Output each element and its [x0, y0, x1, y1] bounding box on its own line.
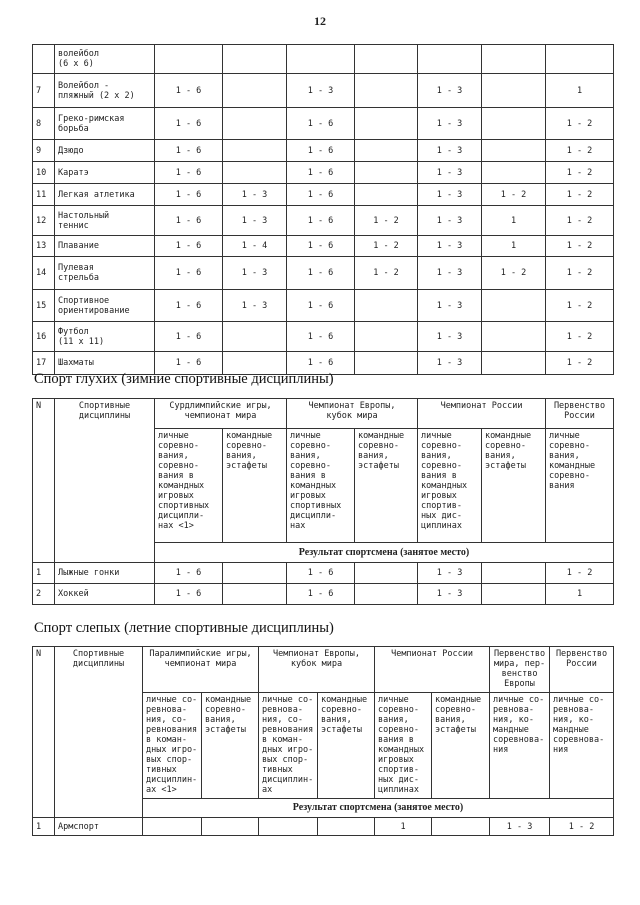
row-number: 13 [33, 236, 55, 257]
result-cell: 1 [546, 584, 614, 605]
result-cell: 1 - 6 [287, 162, 355, 184]
result-cell: 1 - 6 [287, 584, 355, 605]
discipline-name: Лыжные гонки [55, 563, 155, 584]
page-number: 12 [314, 14, 326, 28]
result-cell: 1 - 6 [155, 140, 223, 162]
section-title-blind-summer: Спорт слепых (летние спортивные дисциплины) [34, 620, 334, 636]
result-cell: 1 - 2 [546, 108, 614, 140]
result-cell: 1 - 6 [155, 352, 223, 375]
subheader-cell: личные со- ревнова- ния, ко- мандные соревнова- ния [490, 693, 550, 799]
row-number: 2 [33, 584, 55, 605]
table-row [33, 322, 614, 352]
result-cell: 1 - 3 [287, 74, 355, 108]
result-cell: 1 [375, 818, 432, 836]
result-cell [223, 45, 287, 74]
result-cell [355, 45, 418, 74]
result-cell [355, 290, 418, 322]
subheader-cell: личные со- ревнова- ния, ко- мандные соревнова- ния [550, 693, 614, 799]
result-cell [223, 322, 287, 352]
group-header: Первенство мира, пер- венство Европы [490, 647, 550, 693]
result-cell [546, 45, 614, 74]
table-row [33, 206, 614, 236]
discipline-name: волейбол (6 х 6) [55, 45, 155, 74]
table-row [33, 108, 614, 140]
result-cell: 1 - 6 [155, 257, 223, 290]
discipline-name: Спортивное ориентирование [55, 290, 155, 322]
result-cell [482, 290, 546, 322]
result-cell: 1 - 2 [482, 184, 546, 206]
subheader-cell: командные соревно- вания, эстафеты [432, 693, 490, 799]
row-number: 1 [33, 563, 55, 584]
result-cell: 1 - 6 [287, 290, 355, 322]
result-cell: 1 - 6 [287, 140, 355, 162]
group-header: Первенство России [550, 647, 614, 693]
result-cell: 1 - 3 [418, 140, 482, 162]
result-cell: 1 - 3 [418, 184, 482, 206]
result-cell [223, 108, 287, 140]
result-cell: 1 [482, 236, 546, 257]
section-title-deaf-winter: Спорт глухих (зимние спортивные дисциплины) [34, 371, 334, 387]
discipline-name: Хоккей [55, 584, 155, 605]
row-number: 16 [33, 322, 55, 352]
result-cell: 1 - 2 [546, 352, 614, 375]
group-header: Паралимпийские игры, чемпионат мира [143, 647, 259, 693]
deaf-winter-table [32, 398, 614, 605]
result-cell: 1 [482, 206, 546, 236]
result-cell: 1 - 3 [418, 74, 482, 108]
result-cell: 1 - 3 [418, 352, 482, 375]
result-cell: 1 - 6 [155, 322, 223, 352]
result-cell: 1 - 2 [355, 257, 418, 290]
row-number: 11 [33, 184, 55, 206]
subheader-cell: командные соревно- вания, эстафеты [202, 693, 259, 799]
result-cell: 1 - 3 [418, 322, 482, 352]
continuation-table [32, 44, 614, 375]
result-cell: 1 - 6 [155, 563, 223, 584]
row-number: 15 [33, 290, 55, 322]
table-row [33, 162, 614, 184]
discipline-name: Каратэ [55, 162, 155, 184]
discipline-name: Греко-римская борьба [55, 108, 155, 140]
table-row [33, 563, 614, 584]
result-cell: 1 - 6 [155, 108, 223, 140]
result-cell: 1 - 2 [546, 236, 614, 257]
result-cell: 1 - 3 [418, 206, 482, 236]
result-cell: 1 - 6 [155, 236, 223, 257]
result-cell: 1 - 3 [223, 206, 287, 236]
result-cell: 1 [546, 74, 614, 108]
result-cell [482, 352, 546, 375]
subheader-cell: личные соревно- вания, соревно- вания в командных игровых спортивных дисципли- нах <1> [155, 429, 223, 543]
row-number: 9 [33, 140, 55, 162]
row-number: 8 [33, 108, 55, 140]
result-cell: 1 - 6 [155, 206, 223, 236]
result-cell [223, 584, 287, 605]
col-num-header: N [33, 647, 55, 818]
result-cell [482, 108, 546, 140]
result-cell [355, 140, 418, 162]
result-cell [223, 563, 287, 584]
result-cell [355, 108, 418, 140]
subheader-cell: личные соревно- вания, соревно- вания в командных игровых спортивных дисципли- нах [287, 429, 355, 543]
subheader-cell: командные соревно- вания, эстафеты [355, 429, 418, 543]
result-cell [418, 45, 482, 74]
result-cell [482, 140, 546, 162]
result-cell [482, 162, 546, 184]
result-cell [259, 818, 318, 836]
group-header: Чемпионат России [418, 399, 546, 429]
result-cell [355, 322, 418, 352]
subheader-cell: личные со- ревнова- ния, со- ревнования в коман- дных игро- вых спор- тивных дисциплин- ах <1> [143, 693, 202, 799]
subheader-cell: личные со- ревнова- ния, со- ревнования в коман- дных игро- вых спор- тивных дисциплин- ах [259, 693, 318, 799]
discipline-name: Футбол (11 х 11) [55, 322, 155, 352]
subheader-cell: командные соревно- вания, эстафеты [482, 429, 546, 543]
discipline-name: Легкая атлетика [55, 184, 155, 206]
result-cell [318, 818, 375, 836]
group-header: Чемпионат Европы, кубок мира [287, 399, 418, 429]
result-cell: 1 - 6 [287, 563, 355, 584]
row-number: 1 [33, 818, 55, 836]
result-cell: 1 - 6 [287, 322, 355, 352]
row-number: 7 [33, 74, 55, 108]
discipline-name: Пулевая стрельба [55, 257, 155, 290]
row-number: 14 [33, 257, 55, 290]
result-cell: 1 - 2 [355, 236, 418, 257]
result-cell: 1 - 3 [490, 818, 550, 836]
result-cell: 1 - 2 [546, 184, 614, 206]
result-cell: 1 - 3 [223, 257, 287, 290]
result-cell: 1 - 3 [418, 257, 482, 290]
row-number: 10 [33, 162, 55, 184]
result-cell: 1 - 6 [287, 257, 355, 290]
subheader-cell: командные соревно- вания, эстафеты [223, 429, 287, 543]
result-cell [355, 352, 418, 375]
result-cell: 1 - 2 [546, 322, 614, 352]
result-cell [355, 74, 418, 108]
result-cell: 1 - 2 [550, 818, 614, 836]
result-cell: 1 - 6 [287, 206, 355, 236]
result-cell: 1 - 2 [546, 290, 614, 322]
blind-summer-table [32, 646, 614, 836]
result-cell: 1 - 3 [418, 108, 482, 140]
table-row [33, 236, 614, 257]
subheader-cell: личные соревно- вания, командные соревно- вания [546, 429, 614, 543]
result-cell: 1 - 6 [287, 184, 355, 206]
result-label: Результат спортсмена (занятое место) [143, 799, 614, 818]
group-header: Первенство России [546, 399, 614, 429]
result-cell: 1 - 3 [418, 584, 482, 605]
discipline-name: Армспорт [55, 818, 143, 836]
row-number [33, 45, 55, 74]
result-cell: 1 - 2 [482, 257, 546, 290]
result-cell [482, 563, 546, 584]
col-discipline-header: Спортивные дисциплины [55, 399, 155, 563]
result-label: Результат спортсмена (занятое место) [155, 543, 614, 563]
group-header: Чемпионат Европы, кубок мира [259, 647, 375, 693]
result-cell [482, 584, 546, 605]
result-cell [223, 140, 287, 162]
group-header: Чемпионат России [375, 647, 490, 693]
result-cell [223, 162, 287, 184]
table-row [33, 818, 614, 836]
table-row [33, 584, 614, 605]
discipline-name: Шахматы [55, 352, 155, 375]
result-cell [287, 45, 355, 74]
result-cell: 1 - 2 [546, 563, 614, 584]
table-row [33, 45, 614, 74]
table-row [33, 257, 614, 290]
result-cell: 1 - 6 [155, 74, 223, 108]
result-cell [482, 322, 546, 352]
result-cell: 1 - 2 [546, 257, 614, 290]
result-cell [355, 563, 418, 584]
result-cell [432, 818, 490, 836]
group-header: Сурдлимпийские игры, чемпионат мира [155, 399, 287, 429]
row-number: 17 [33, 352, 55, 375]
result-cell: 1 - 3 [418, 290, 482, 322]
result-cell: 1 - 6 [155, 162, 223, 184]
result-cell [355, 184, 418, 206]
discipline-name: Плавание [55, 236, 155, 257]
table-row [33, 290, 614, 322]
result-cell: 1 - 2 [546, 206, 614, 236]
result-cell [202, 818, 259, 836]
result-cell: 1 - 6 [155, 290, 223, 322]
col-num-header: N [33, 399, 55, 563]
result-cell: 1 - 6 [155, 184, 223, 206]
result-cell [355, 584, 418, 605]
result-cell: 1 - 3 [223, 290, 287, 322]
result-cell: 1 - 2 [355, 206, 418, 236]
discipline-name: Дзюдо [55, 140, 155, 162]
result-cell: 1 - 3 [418, 236, 482, 257]
row-number: 12 [33, 206, 55, 236]
subheader-cell: личные соревно- вания, соревно- вания в командных игровых спортив- ных дис- циплинах [375, 693, 432, 799]
result-cell: 1 - 6 [287, 352, 355, 375]
result-cell: 1 - 3 [223, 184, 287, 206]
discipline-name: Волейбол - пляжный (2 х 2) [55, 74, 155, 108]
result-cell: 1 - 3 [418, 162, 482, 184]
result-cell: 1 - 2 [546, 140, 614, 162]
result-cell [482, 74, 546, 108]
result-cell [355, 162, 418, 184]
table-row [33, 140, 614, 162]
result-cell [155, 45, 223, 74]
table-row [33, 74, 614, 108]
result-cell: 1 - 3 [418, 563, 482, 584]
subheader-cell: личные соревно- вания, соревно- вания в командных игровых спортив- ных дис- циплинах [418, 429, 482, 543]
result-cell: 1 - 6 [155, 584, 223, 605]
result-cell: 1 - 6 [287, 236, 355, 257]
result-cell: 1 - 2 [546, 162, 614, 184]
result-cell [223, 74, 287, 108]
subheader-cell: командные соревно- вания, эстафеты [318, 693, 375, 799]
table-row [33, 184, 614, 206]
result-cell: 1 - 6 [287, 108, 355, 140]
result-cell [482, 45, 546, 74]
result-cell [143, 818, 202, 836]
col-discipline-header: Спортивные дисциплины [55, 647, 143, 818]
discipline-name: Настольный теннис [55, 206, 155, 236]
result-cell: 1 - 4 [223, 236, 287, 257]
